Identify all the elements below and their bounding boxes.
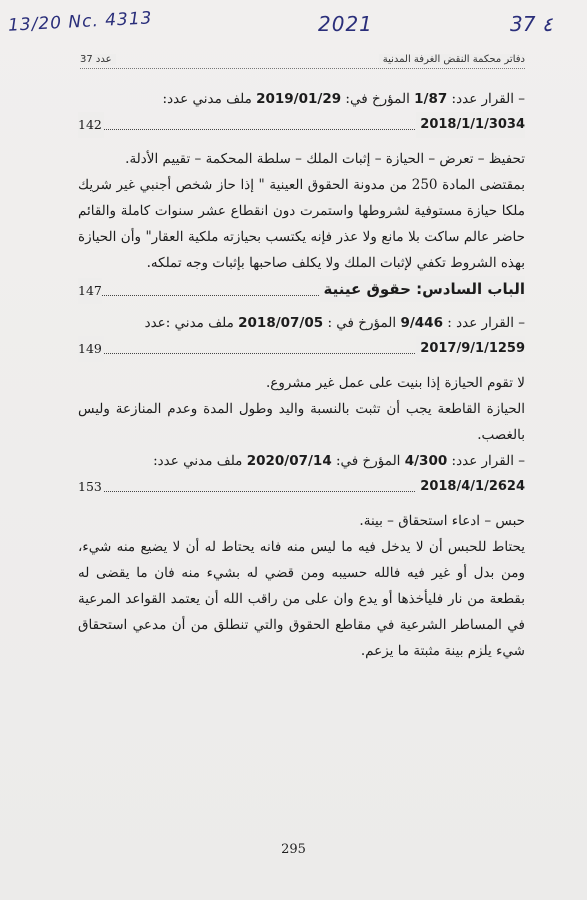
- decision-line: [78, 448, 525, 474]
- summary-paragraph: بمقتضى المادة 250 من مدونة الحقوق العينية " إذا حاز شخص أجنبي غير شريك ملكا حيازة مستوفية لشروطها واستمرت دون انقطاع عشر سنوات كاملة والقائم حاضر عالم ساكت بلا مانع ولا عذر فإنه يكتسب بحيازته ملكية العقار" وأن الحيازة بهذه الشروط تكفي لإثبات الملك ولا يكلف صاحبها بإثبات وجه تملكه.: [78, 177, 525, 271]
- file-label: ملف مدني عدد:: [162, 91, 257, 107]
- summary-paragraph: يحتاط للحبس أن لا يدخل فيه ما ليس منه فانه يحتاط له أن لا يضيع منه شيء، ومن بدل أو غير فيه فالله حسيبه ومن قضي له بشيء منه فان ما يقضى له بقطعة من نار فليأخذها أو يدع وان على من راقب الله أن يعتمد القواعد المرعية في المساطر الشرعية في مقاطع الحقوق والتي تنطلق من أن مدعي استحقاق شيء يلزم بينة مثبتة ما يزعم.: [78, 539, 525, 659]
- page-reference: 147: [78, 278, 102, 304]
- header-issue: عدد 37: [80, 54, 116, 65]
- handwritten-annotation-left: 13/20 Nc. 4313: [7, 8, 153, 36]
- decision-number: 1/87: [414, 91, 448, 107]
- decision-prefix: – القرار عدد:: [447, 91, 525, 107]
- decision-number: 9/446: [400, 315, 443, 331]
- file-number: 2018/1/1/3034: [416, 112, 525, 138]
- file-reference-row: [78, 336, 525, 362]
- keywords: تحفيظ – تعرض – الحيازة – إثبات الملك – سلطة المحكمة – تقييم الأدلة.: [125, 151, 525, 167]
- file-reference-row: [78, 112, 525, 138]
- chapter-heading-row: [78, 276, 525, 304]
- decision-number: 4/300: [404, 453, 448, 469]
- page-reference: 153: [78, 474, 104, 500]
- page-reference: 142: [78, 112, 104, 138]
- decision-line: [78, 310, 525, 336]
- file-number: 2018/4/1/2624: [416, 474, 525, 500]
- file-label: ملف مدني :عدد: [144, 315, 239, 331]
- decision-prefix: – القرار عدد :: [442, 315, 525, 331]
- file-label: ملف مدني عدد:: [153, 453, 247, 469]
- file-reference-row: [78, 474, 525, 500]
- header-title: دفاتر محكمة النقض الغرفة المدنية: [379, 54, 525, 65]
- decision-date: 2018/07/05: [238, 315, 324, 331]
- summary-paragraph: الحيازة القاطعة يجب أن تثبت بالنسبة واليد وطول المدة وعدم المنازعة وليس بالغصب.: [78, 401, 525, 443]
- keywords: حبس – ادعاء استحقاق – بينة.: [359, 513, 525, 529]
- chapter-title: الباب السادس: حقوق عينية: [320, 276, 525, 302]
- decision-prefix: – القرار عدد:: [447, 453, 525, 469]
- handwritten-annotation-right: 37 ٤: [510, 12, 553, 36]
- handwritten-annotation-center: 2021: [318, 12, 373, 36]
- dated-label: المؤرخ في:: [331, 453, 405, 469]
- keywords: لا تقوم الحيازة إذا بنيت على عمل غير مشروع.: [265, 375, 525, 391]
- decision-line: [78, 86, 525, 112]
- decision-date: 2020/07/14: [246, 453, 332, 469]
- dated-label: المؤرخ في:: [341, 91, 415, 107]
- file-number: 2017/9/1/1259: [416, 336, 525, 362]
- dated-label: المؤرخ في :: [323, 315, 401, 331]
- page-content: [78, 86, 525, 664]
- page-number: 295: [281, 842, 306, 857]
- decision-date: 2019/01/29: [256, 91, 342, 107]
- page-reference: 149: [78, 336, 104, 362]
- running-header: [80, 54, 525, 69]
